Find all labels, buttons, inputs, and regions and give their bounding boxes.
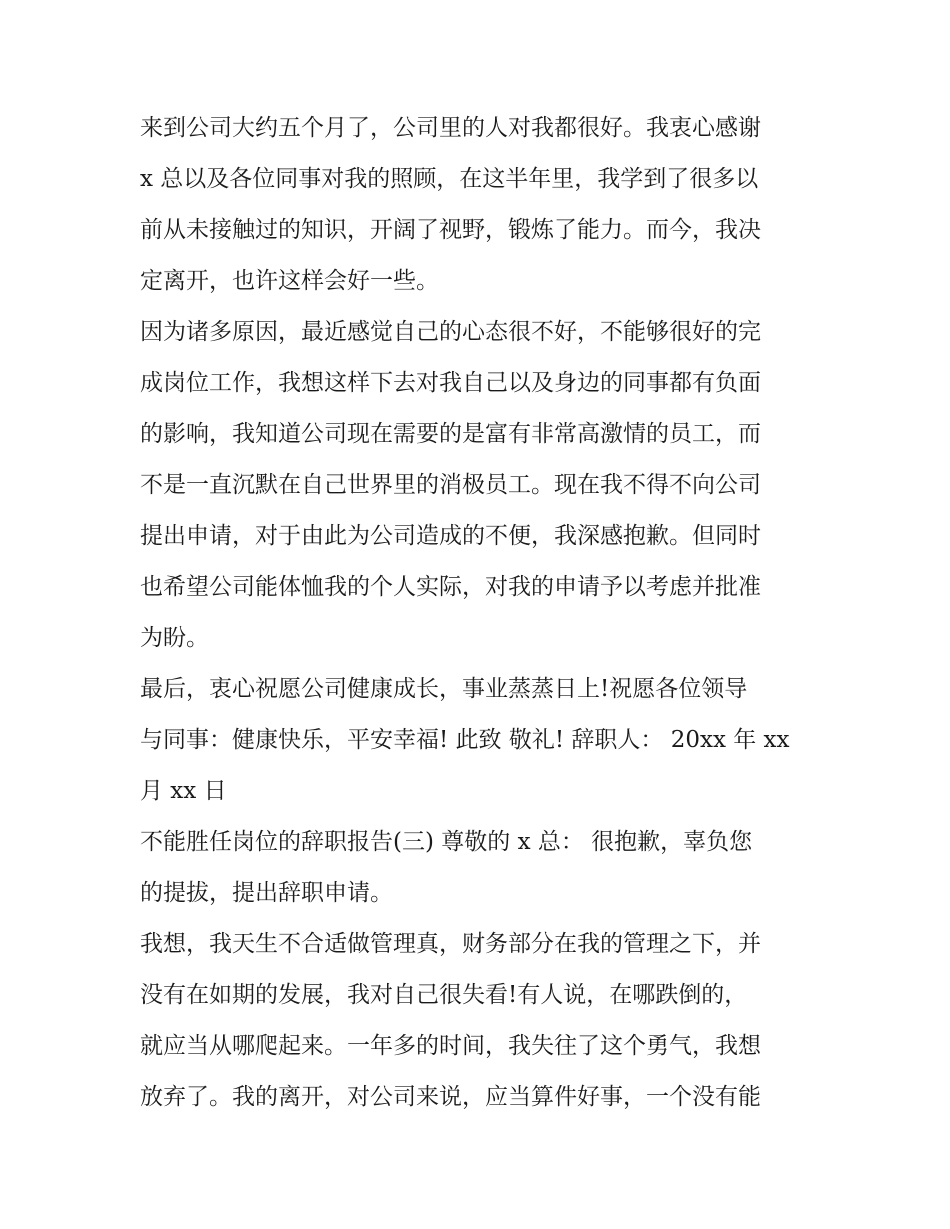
text-line: 月 xx 日 (140, 778, 227, 804)
text-line: 放弃了。我的离开，对公司来说，应当算件好事，一个没有能 (140, 1084, 761, 1110)
text-line: 前从未接触过的知识，开阔了视野，锻炼了能力。而今，我决 (140, 217, 761, 243)
text-line: 来到公司大约五个月了，公司里的人对我都很好。我衷心感谢 (140, 115, 761, 141)
text-line: 的影响，我知道公司现在需要的是富有非常高激情的员工，而 (140, 421, 761, 447)
text-line: 也希望公司能体恤我的个人实际，对我的申请予以考虑并批准 (140, 574, 761, 600)
text-line: x 总以及各位同事对我的照顾，在这半年里，我学到了很多以 (140, 166, 759, 192)
text-line: 不能胜任岗位的辞职报告(三) 尊敬的 x 总： 很抱歉，辜负您 (140, 829, 753, 855)
text-line: 提出申请，对于由此为公司造成的不便，我深感抱歉。但同时 (140, 523, 761, 549)
text-line: 不是一直沉默在自己世界里的消极员工。现在我不得不向公司 (140, 472, 761, 498)
text-line: 因为诸多原因，最近感觉自己的心态很不好，不能够很好的完 (140, 319, 761, 345)
text-line: 定离开，也许这样会好一些。 (140, 268, 439, 294)
text-line: 的提拔，提出辞职申请。 (140, 880, 393, 906)
text-line: 成岗位工作，我想这样下去对我自己以及身边的同事都有负面 (140, 370, 761, 396)
text-line: 没有在如期的发展，我对自己很失看!有人说，在哪跌倒的， (140, 982, 748, 1008)
text-line: 为盼。 (140, 625, 209, 651)
text-line: 我想，我天生不合适做管理真，财务部分在我的管理之下，并 (140, 931, 761, 957)
document-body (140, 103, 830, 1123)
text-line: 与同事：健康快乐，平安幸福! 此致 敬礼! 辞职人： 20xx 年 xx (140, 727, 790, 753)
text-line: 最后，衷心祝愿公司健康成长，事业蒸蒸日上!祝愿各位领导 (140, 676, 748, 702)
text-line: 就应当从哪爬起来。一年多的时间，我失往了这个勇气，我想 (140, 1033, 761, 1059)
